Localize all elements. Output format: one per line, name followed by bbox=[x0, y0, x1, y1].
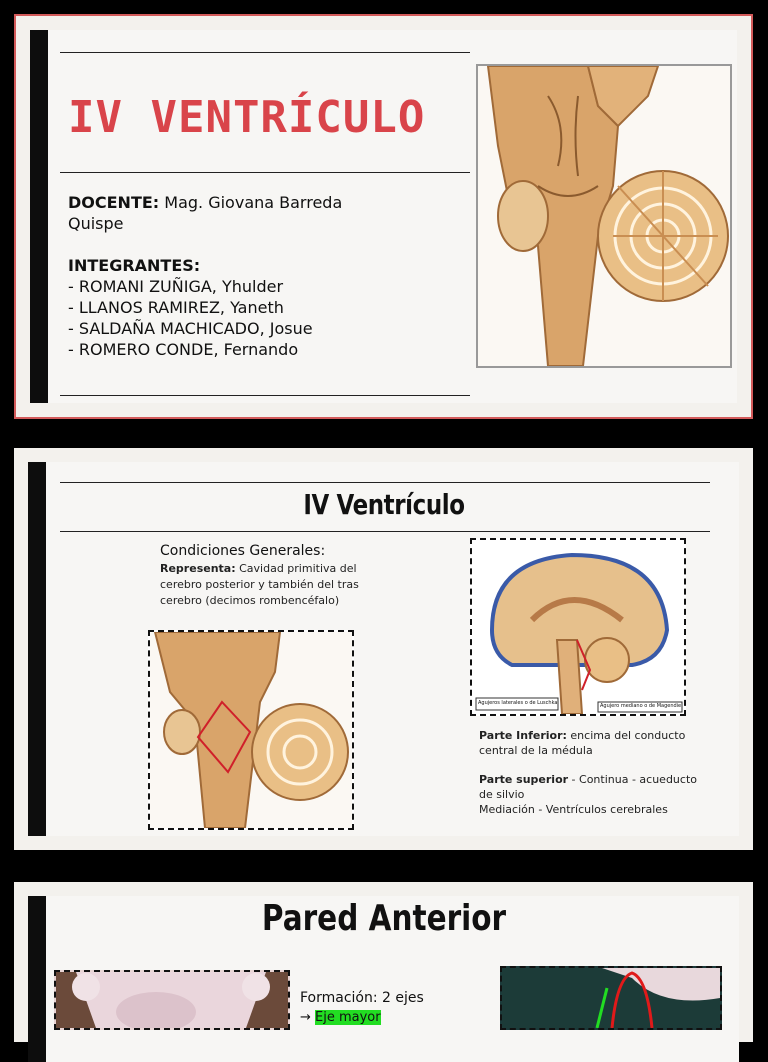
slide-3-title: Pared Anterior bbox=[261, 898, 507, 939]
inferior-label: Parte Inferior: bbox=[479, 729, 567, 742]
mediacion-text: Mediación - Ventrículos cerebrales bbox=[479, 803, 668, 816]
figure-caption-left: Agujeros laterales o de Luschka bbox=[478, 700, 558, 706]
docente-name: Mag. Giovana Barreda Quispe bbox=[68, 193, 343, 233]
rule bbox=[60, 52, 470, 53]
figure-caption-right: Agujero mediano o de Magendie bbox=[600, 703, 682, 709]
superior-part-text bbox=[479, 772, 699, 802]
brainstem-illustration bbox=[476, 64, 732, 368]
slide-2-title: IV Ventrículo bbox=[303, 488, 465, 521]
rule bbox=[60, 395, 470, 396]
integrante-item: - LLANOS RAMIREZ, Yaneth bbox=[68, 298, 284, 317]
superior-label: Parte superior bbox=[479, 773, 569, 786]
integrantes-label: INTEGRANTES: bbox=[68, 256, 201, 275]
superior-body: - Continua - acueducto de silvio bbox=[479, 773, 697, 801]
integrante-item: - ROMANI ZUÑIGA, Yhulder bbox=[68, 277, 284, 296]
docente-label: DOCENTE: bbox=[68, 193, 160, 212]
eje-mayor-highlight: Eje mayor bbox=[315, 1010, 381, 1025]
conditions-heading: Condiciones Generales: bbox=[160, 543, 326, 559]
integrante-item: - ROMERO CONDE, Fernando bbox=[68, 340, 299, 359]
anterior-wall-figure-left bbox=[54, 970, 290, 1030]
inferior-part-text bbox=[479, 728, 699, 758]
credits-block bbox=[68, 192, 388, 360]
slide-1-title: IV VENTRÍCULO bbox=[68, 92, 426, 143]
integrante-item: - SALDAÑA MACHICADO, Josue bbox=[68, 319, 313, 338]
anterior-wall-figure-right bbox=[500, 966, 722, 1030]
rule bbox=[60, 531, 710, 532]
eje-mayor-item: → Eje mayor bbox=[300, 1010, 381, 1025]
inferior-body: encima del conducto central de la médula bbox=[479, 729, 686, 757]
formacion-text: Formación: 2 ejes bbox=[300, 990, 424, 1006]
represents-text bbox=[160, 561, 360, 609]
rule bbox=[60, 482, 710, 483]
rhomboid-fossa-figure bbox=[148, 630, 354, 830]
represents-label: Representa: bbox=[160, 562, 236, 575]
represents-body: Cavidad primitiva del cerebro posterior y también del tras cerebro (decimos rombencéfalo) bbox=[160, 562, 359, 607]
rule bbox=[60, 172, 470, 173]
sagittal-brain-figure bbox=[470, 538, 686, 716]
